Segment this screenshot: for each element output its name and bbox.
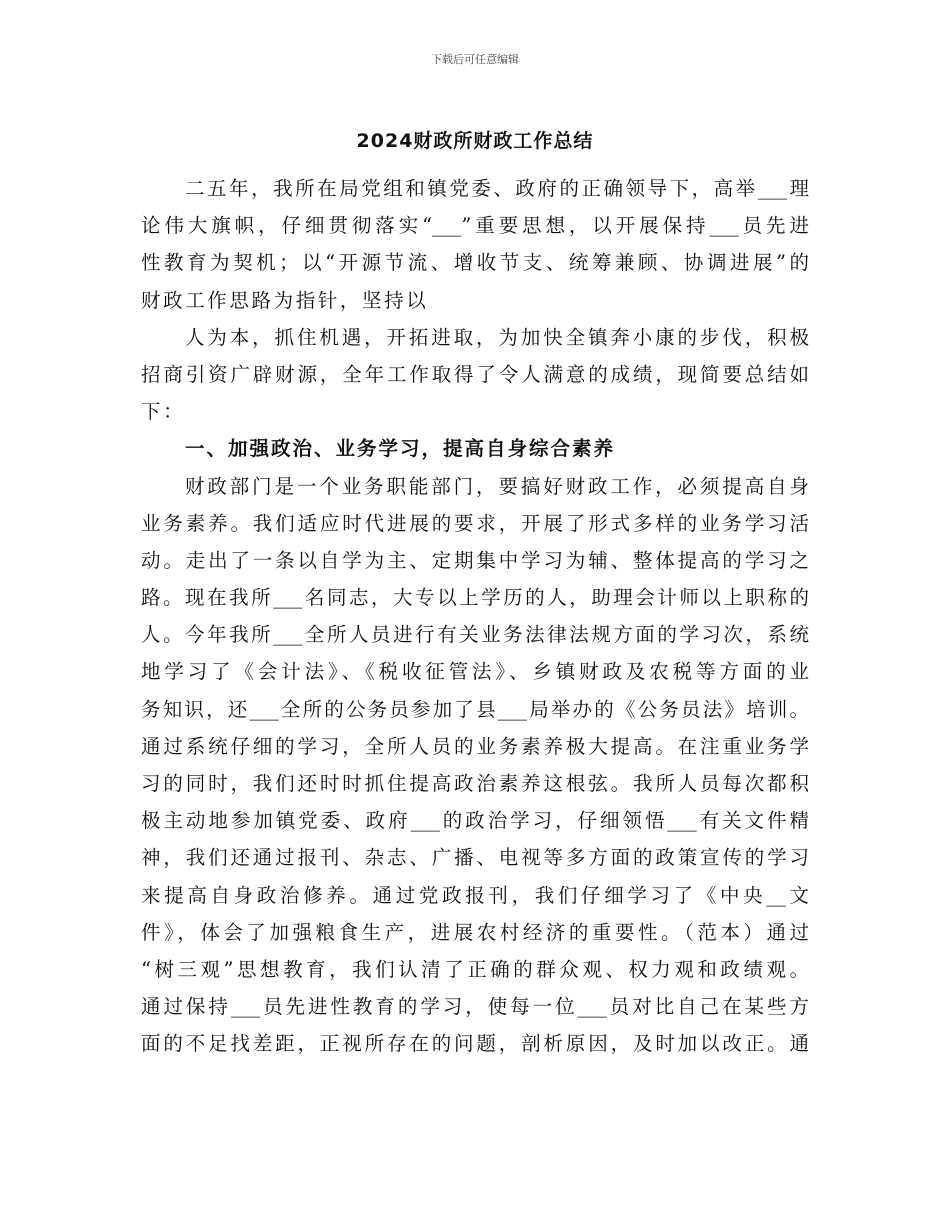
- paragraph-line: 财政部门是一个业务职能部门，要搞好财政工作，必须提高自身: [185, 474, 809, 498]
- paragraph-line: 性教育为契机；以“开源节流、增收节支、统筹兼顾、协调进展”的: [141, 251, 809, 275]
- paragraph-line: “树三观”思想教育，我们认清了正确的群众观、权力观和政绩观。: [141, 957, 809, 981]
- paragraph-line: 地学习了《会计法》、《税收征管法》、乡镇财政及农税等方面的业: [141, 660, 809, 684]
- paragraph-line: 论伟大旗帜，仔细贯彻落实“___”重要思想，以开展保持___员先进: [141, 214, 809, 238]
- paragraph-line: 财政工作思路为指针，坚持以: [141, 288, 429, 312]
- section-heading: 一、加强政治、业务学习，提高自身综合素养: [185, 437, 616, 461]
- document-title: 2024财政所财政工作总结: [356, 130, 594, 152]
- paragraph-line: 件》，体会了加强粮食生产，进展农村经济的重要性。（范本）通过: [141, 920, 809, 944]
- paragraph-line: 通过保持___员先进性教育的学习，使每一位___员对比自己在某些方: [141, 995, 809, 1019]
- paragraph-line: 极主动地参加镇党委、政府___的政治学习，仔细领悟___有关文件精: [141, 809, 809, 833]
- paragraph-line: 通过系统仔细的学习，全所人员的业务素养极大提高。在注重业务学: [141, 734, 809, 758]
- paragraph-line: 习的同时，我们还时时抓住提高政治素养这根弦。我所人员每次都积: [141, 772, 809, 795]
- document-body: [141, 170, 809, 1063]
- paragraph-line: 业务素养。我们适应时代进展的要求，开展了形式多样的业务学习活: [141, 511, 809, 535]
- paragraph-line: 路。现在我所___名同志，大专以上学历的人，助理会计师以上职称的: [141, 586, 809, 610]
- paragraph-line: 神，我们还通过报刊、杂志、广播、电视等多方面的政策宣传的学习: [141, 846, 809, 870]
- paragraph-line: 招商引资广辟财源，全年工作取得了令人满意的成绩，现简要总结如: [141, 362, 809, 386]
- paragraph-line: 下：: [141, 400, 186, 424]
- paragraph-line: 务知识，还___全所的公务员参加了县___局举办的《公务员法》培训。: [141, 697, 809, 721]
- paragraph-line: 二五年，我所在局党组和镇党委、政府的正确领导下，高举___理: [185, 177, 809, 200]
- paragraph-line: 动。走出了一条以自学为主、定期集中学习为辅、整体提高的学习之: [141, 548, 809, 572]
- paragraph-line: 来提高自身政治修养。通过党政报刊，我们仔细学习了《中央__文: [141, 883, 809, 907]
- paragraph-line: 面的不足找差距，正视所存在的问题，剖析原因，及时加以改正。通: [141, 1032, 809, 1056]
- paragraph-line: 人为本，抓住机遇，开拓进取，为加快全镇奔小康的步伐，积极: [185, 325, 809, 349]
- page-header-note: 下载后可任意编辑: [431, 53, 519, 66]
- paragraph-line: 人。今年我所___全所人员进行有关业务法律法规方面的学习次，系统: [141, 623, 809, 647]
